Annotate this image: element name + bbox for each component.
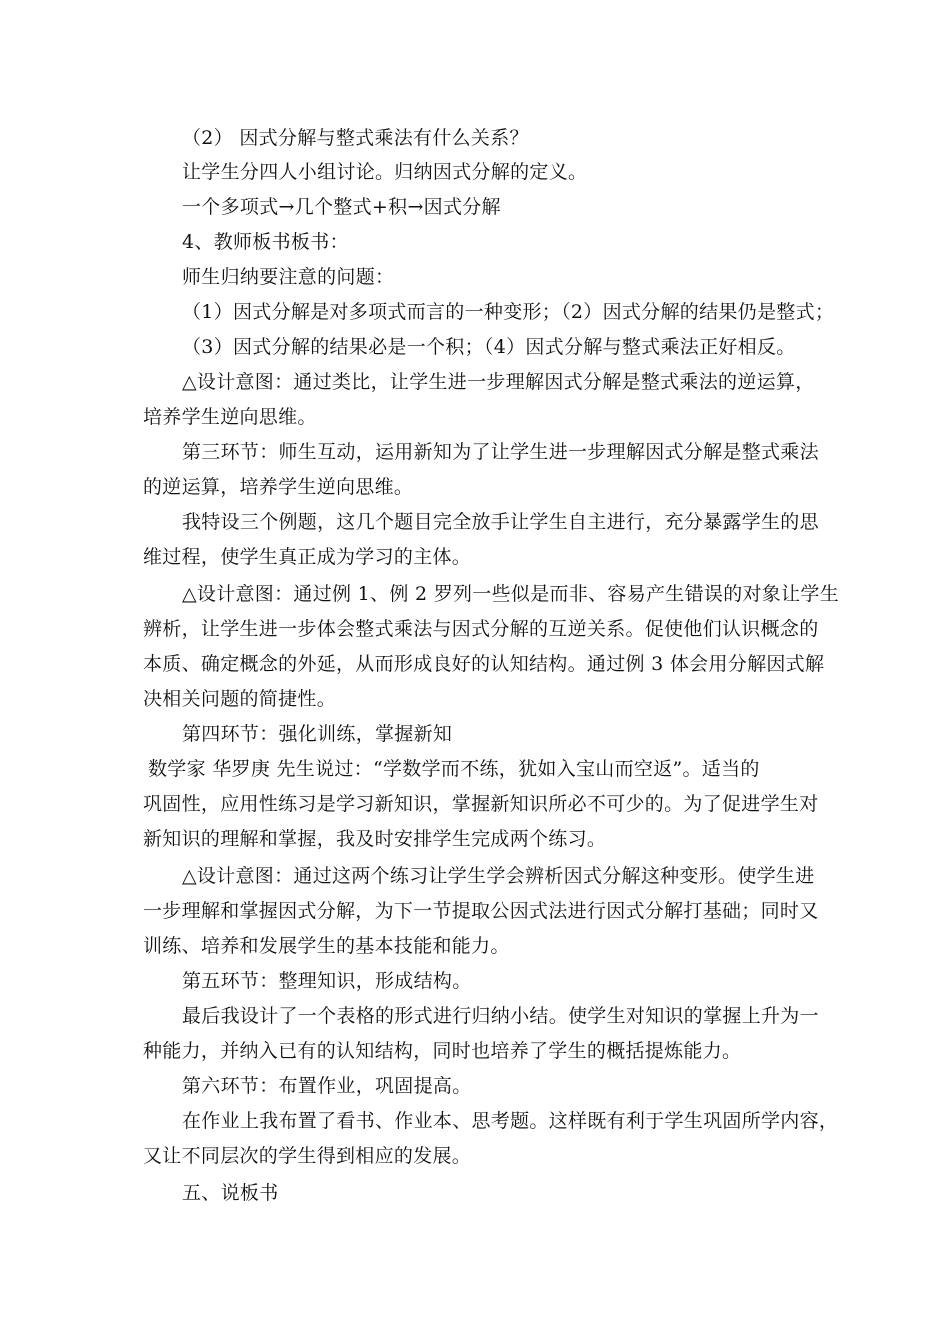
paragraph-line: 新知识的理解和掌握，我及时安排学生完成两个练习。 bbox=[143, 828, 607, 850]
paragraph-line: 我特设三个例题，这几个题目完全放手让学生自主进行，充分暴露学生的思 bbox=[182, 511, 819, 533]
design-intent-line: 辨析，让学生进一步体会整式乘法与因式分解的互逆关系。促使他们认识概念的 bbox=[143, 618, 819, 640]
paragraph-line: 又让不同层次的学生得到相应的发展。 bbox=[143, 1145, 472, 1167]
stage-heading: 第六环节：布置作业，巩固提高。 bbox=[182, 1075, 472, 1097]
design-intent-line: 决相关问题的简捷性。 bbox=[143, 688, 337, 710]
paragraph-line: 让学生分四人小组讨论。归纳因式分解的定义。 bbox=[182, 161, 588, 183]
paragraph-line: 的逆运算，培养学生逆向思维。 bbox=[143, 476, 414, 498]
paragraph-line: 巩固性，应用性练习是学习新知识，掌握新知识所必不可少的。为了促进学生对 bbox=[143, 793, 819, 815]
section-heading: 4、教师板书板书： bbox=[182, 231, 349, 253]
paragraph-line: 数学家 华罗庚 先生说过：“学数学而不练，犹如入宝山而空返”。适当的 bbox=[148, 758, 760, 780]
stage-heading: 第四环节：强化训练，掌握新知 bbox=[182, 723, 453, 745]
design-intent-line: 本质、确定概念的外延，从而形成良好的认知结构。通过例 3 体会用分解因式解 bbox=[143, 653, 825, 675]
paragraph-line: 师生归纳要注意的问题： bbox=[182, 266, 395, 288]
list-line: （1）因式分解是对多项式而言的一种变形；（2）因式分解的结果仍是整式； bbox=[182, 301, 835, 323]
paragraph-line: 最后我设计了一个表格的形式进行归纳小结。使学生对知识的掌握上升为一 bbox=[182, 1005, 819, 1027]
paragraph-line: 一个多项式→几个整式+积→因式分解 bbox=[182, 196, 501, 218]
design-intent-line: 一步理解和掌握因式分解，为下一节提取公因式法进行因式分解打基础；同时又 bbox=[143, 900, 819, 922]
design-intent-line: △设计意图：通过类比，让学生进一步理解因式分解是整式乘法的逆运算， bbox=[182, 371, 815, 393]
design-intent-line: 训练、培养和发展学生的基本技能和能力。 bbox=[143, 935, 510, 957]
paragraph-line: 在作业上我布置了看书、作业本、思考题。这样既有利于学生巩固所学内容， bbox=[182, 1110, 839, 1132]
question-line: （2） 因式分解与整式乘法有什么关系？ bbox=[182, 127, 529, 149]
stage-heading: 第三环节：师生互动，运用新知为了让学生进一步理解因式分解是整式乘法 bbox=[182, 441, 819, 463]
design-intent-line: △设计意图：通过例 1、例 2 罗列一些似是而非、容易产生错误的对象让学生 bbox=[182, 583, 840, 605]
design-intent-line: △设计意图：通过这两个练习让学生学会辨析因式分解这种变形。使学生进 bbox=[182, 865, 815, 887]
paragraph-line: 维过程，使学生真正成为学习的主体。 bbox=[143, 546, 472, 568]
design-intent-line: 培养学生逆向思维。 bbox=[143, 406, 317, 428]
list-line: （3）因式分解的结果必是一个积；（4）因式分解与整式乘法正好相反。 bbox=[182, 336, 796, 358]
section-heading: 五、说板书 bbox=[182, 1182, 279, 1204]
paragraph-line: 种能力，并纳入已有的认知结构，同时也培养了学生的概括提炼能力。 bbox=[143, 1040, 742, 1062]
stage-heading: 第五环节：整理知识，形成结构。 bbox=[182, 970, 472, 992]
